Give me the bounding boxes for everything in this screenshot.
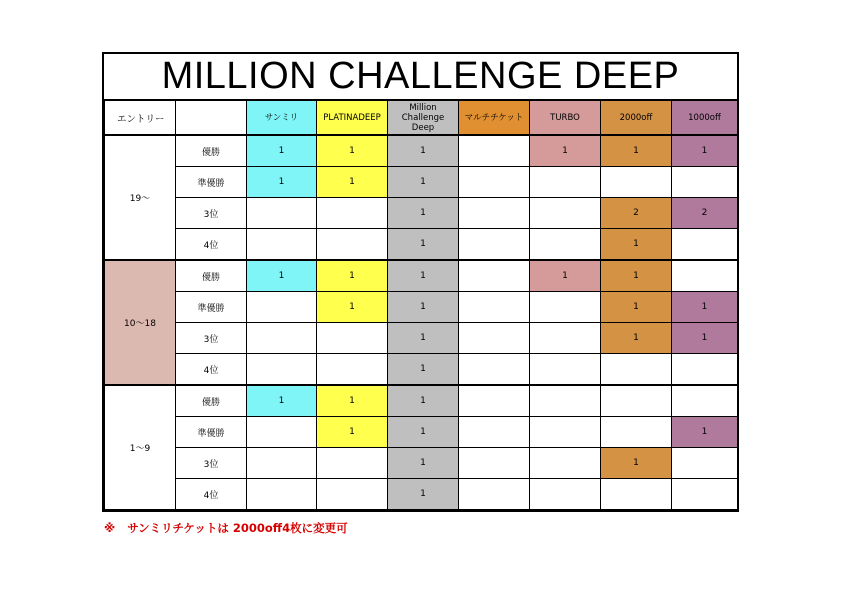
prize-cell: 1 <box>601 323 672 354</box>
entry-range: 19～ <box>105 135 176 260</box>
prize-cell <box>672 260 738 292</box>
prize-cell <box>601 479 672 510</box>
prize-cell <box>601 417 672 448</box>
place-label: 4位 <box>176 479 247 510</box>
prize-cell <box>601 385 672 417</box>
table-row <box>105 417 738 448</box>
prize-cell: 1 <box>388 385 459 417</box>
prize-cell: 1 <box>672 292 738 323</box>
place-label: 3位 <box>176 323 247 354</box>
footnote-text: サンミリチケットは 2000off4枚に変更可 <box>127 521 348 535</box>
place-label: 優勝 <box>176 260 247 292</box>
prize-cell <box>459 323 530 354</box>
prize-cell: 1 <box>317 260 388 292</box>
entry-header: エントリー <box>105 101 176 136</box>
prize-cell <box>317 354 388 386</box>
prize-cell <box>247 354 317 386</box>
place-label: 4位 <box>176 354 247 386</box>
prize-cell: 1 <box>317 292 388 323</box>
prize-cell: 1 <box>388 292 459 323</box>
column-header: PLATINADEEP <box>317 101 388 136</box>
prize-cell <box>317 448 388 479</box>
place-label: 4位 <box>176 229 247 261</box>
prize-cell: 1 <box>601 229 672 261</box>
prize-cell: 1 <box>247 260 317 292</box>
prize-cell <box>672 229 738 261</box>
prize-cell <box>247 417 317 448</box>
prize-cell: 1 <box>388 323 459 354</box>
prize-cell: 1 <box>317 135 388 167</box>
prize-cell <box>459 385 530 417</box>
place-label: 3位 <box>176 448 247 479</box>
prize-cell <box>530 292 601 323</box>
table-row <box>105 479 738 510</box>
prize-cell <box>601 354 672 386</box>
prize-cell: 1 <box>388 417 459 448</box>
prize-cell <box>530 167 601 198</box>
column-header: 1000off <box>672 101 738 136</box>
prize-cell: 2 <box>672 198 738 229</box>
prize-cell: 1 <box>247 135 317 167</box>
prize-cell <box>317 229 388 261</box>
prize-cell: 1 <box>388 135 459 167</box>
prize-cell <box>459 292 530 323</box>
prize-cell <box>530 448 601 479</box>
prize-cell: 1 <box>601 448 672 479</box>
table-body <box>105 135 738 510</box>
prize-cell: 1 <box>530 135 601 167</box>
prize-cell <box>247 292 317 323</box>
prize-cell <box>247 198 317 229</box>
prize-cell <box>601 167 672 198</box>
prize-cell <box>672 448 738 479</box>
prize-cell <box>459 448 530 479</box>
place-label: 優勝 <box>176 135 247 167</box>
prize-cell <box>672 385 738 417</box>
column-header: TURBO <box>530 101 601 136</box>
prize-cell: 1 <box>672 135 738 167</box>
prize-cell <box>672 167 738 198</box>
prize-cell <box>459 260 530 292</box>
table-row <box>105 323 738 354</box>
prize-cell <box>530 229 601 261</box>
column-header: 2000off <box>601 101 672 136</box>
footnote <box>104 520 348 536</box>
prize-cell: 1 <box>601 260 672 292</box>
table-row <box>105 354 738 386</box>
prize-cell <box>459 167 530 198</box>
prize-sheet <box>102 52 739 512</box>
place-label: 3位 <box>176 198 247 229</box>
prize-cell <box>530 354 601 386</box>
prize-cell <box>530 479 601 510</box>
place-label: 準優勝 <box>176 417 247 448</box>
prize-cell <box>317 479 388 510</box>
table-row <box>105 198 738 229</box>
prize-cell <box>459 229 530 261</box>
prize-cell: 1 <box>247 167 317 198</box>
place-header <box>176 101 247 136</box>
prize-cell <box>317 198 388 229</box>
prize-cell <box>459 198 530 229</box>
prize-cell: 1 <box>672 323 738 354</box>
prize-cell: 1 <box>388 167 459 198</box>
prize-cell: 1 <box>388 198 459 229</box>
prize-cell <box>672 479 738 510</box>
table-row <box>105 448 738 479</box>
prize-cell <box>247 323 317 354</box>
entry-range: 10～18 <box>105 260 176 385</box>
prize-cell: 1 <box>388 479 459 510</box>
prize-cell <box>459 354 530 386</box>
prize-cell <box>530 417 601 448</box>
table-row <box>105 260 738 292</box>
prize-cell <box>459 479 530 510</box>
prize-cell <box>530 323 601 354</box>
prize-cell <box>530 385 601 417</box>
table-row <box>105 135 738 167</box>
table-row <box>105 292 738 323</box>
prize-cell <box>247 448 317 479</box>
prize-cell: 1 <box>672 417 738 448</box>
prize-cell <box>247 229 317 261</box>
prize-cell: 1 <box>601 135 672 167</box>
column-header: サンミリ <box>247 101 317 136</box>
prize-cell: 1 <box>388 354 459 386</box>
prize-cell <box>672 354 738 386</box>
footnote-mark: ※ <box>104 521 116 535</box>
prize-cell: 1 <box>317 385 388 417</box>
entry-range: 1～9 <box>105 385 176 510</box>
place-label: 準優勝 <box>176 167 247 198</box>
place-label: 準優勝 <box>176 292 247 323</box>
page-title: MILLION CHALLENGE DEEP <box>104 54 737 100</box>
place-label: 優勝 <box>176 385 247 417</box>
column-header: マルチチケット <box>459 101 530 136</box>
prize-cell: 1 <box>530 260 601 292</box>
prize-cell: 1 <box>601 292 672 323</box>
prize-cell <box>459 417 530 448</box>
prize-cell <box>459 135 530 167</box>
header-row <box>105 101 738 136</box>
prize-cell: 1 <box>388 260 459 292</box>
prize-cell <box>247 479 317 510</box>
prize-table <box>104 100 738 510</box>
prize-cell: 1 <box>247 385 317 417</box>
prize-cell: 1 <box>317 167 388 198</box>
prize-cell: 2 <box>601 198 672 229</box>
prize-cell: 1 <box>317 417 388 448</box>
table-row <box>105 167 738 198</box>
table-row <box>105 229 738 261</box>
prize-cell: 1 <box>388 448 459 479</box>
prize-cell <box>317 323 388 354</box>
prize-cell: 1 <box>388 229 459 261</box>
prize-cell <box>530 198 601 229</box>
table-row <box>105 385 738 417</box>
column-header: Million Challenge Deep <box>388 101 459 136</box>
